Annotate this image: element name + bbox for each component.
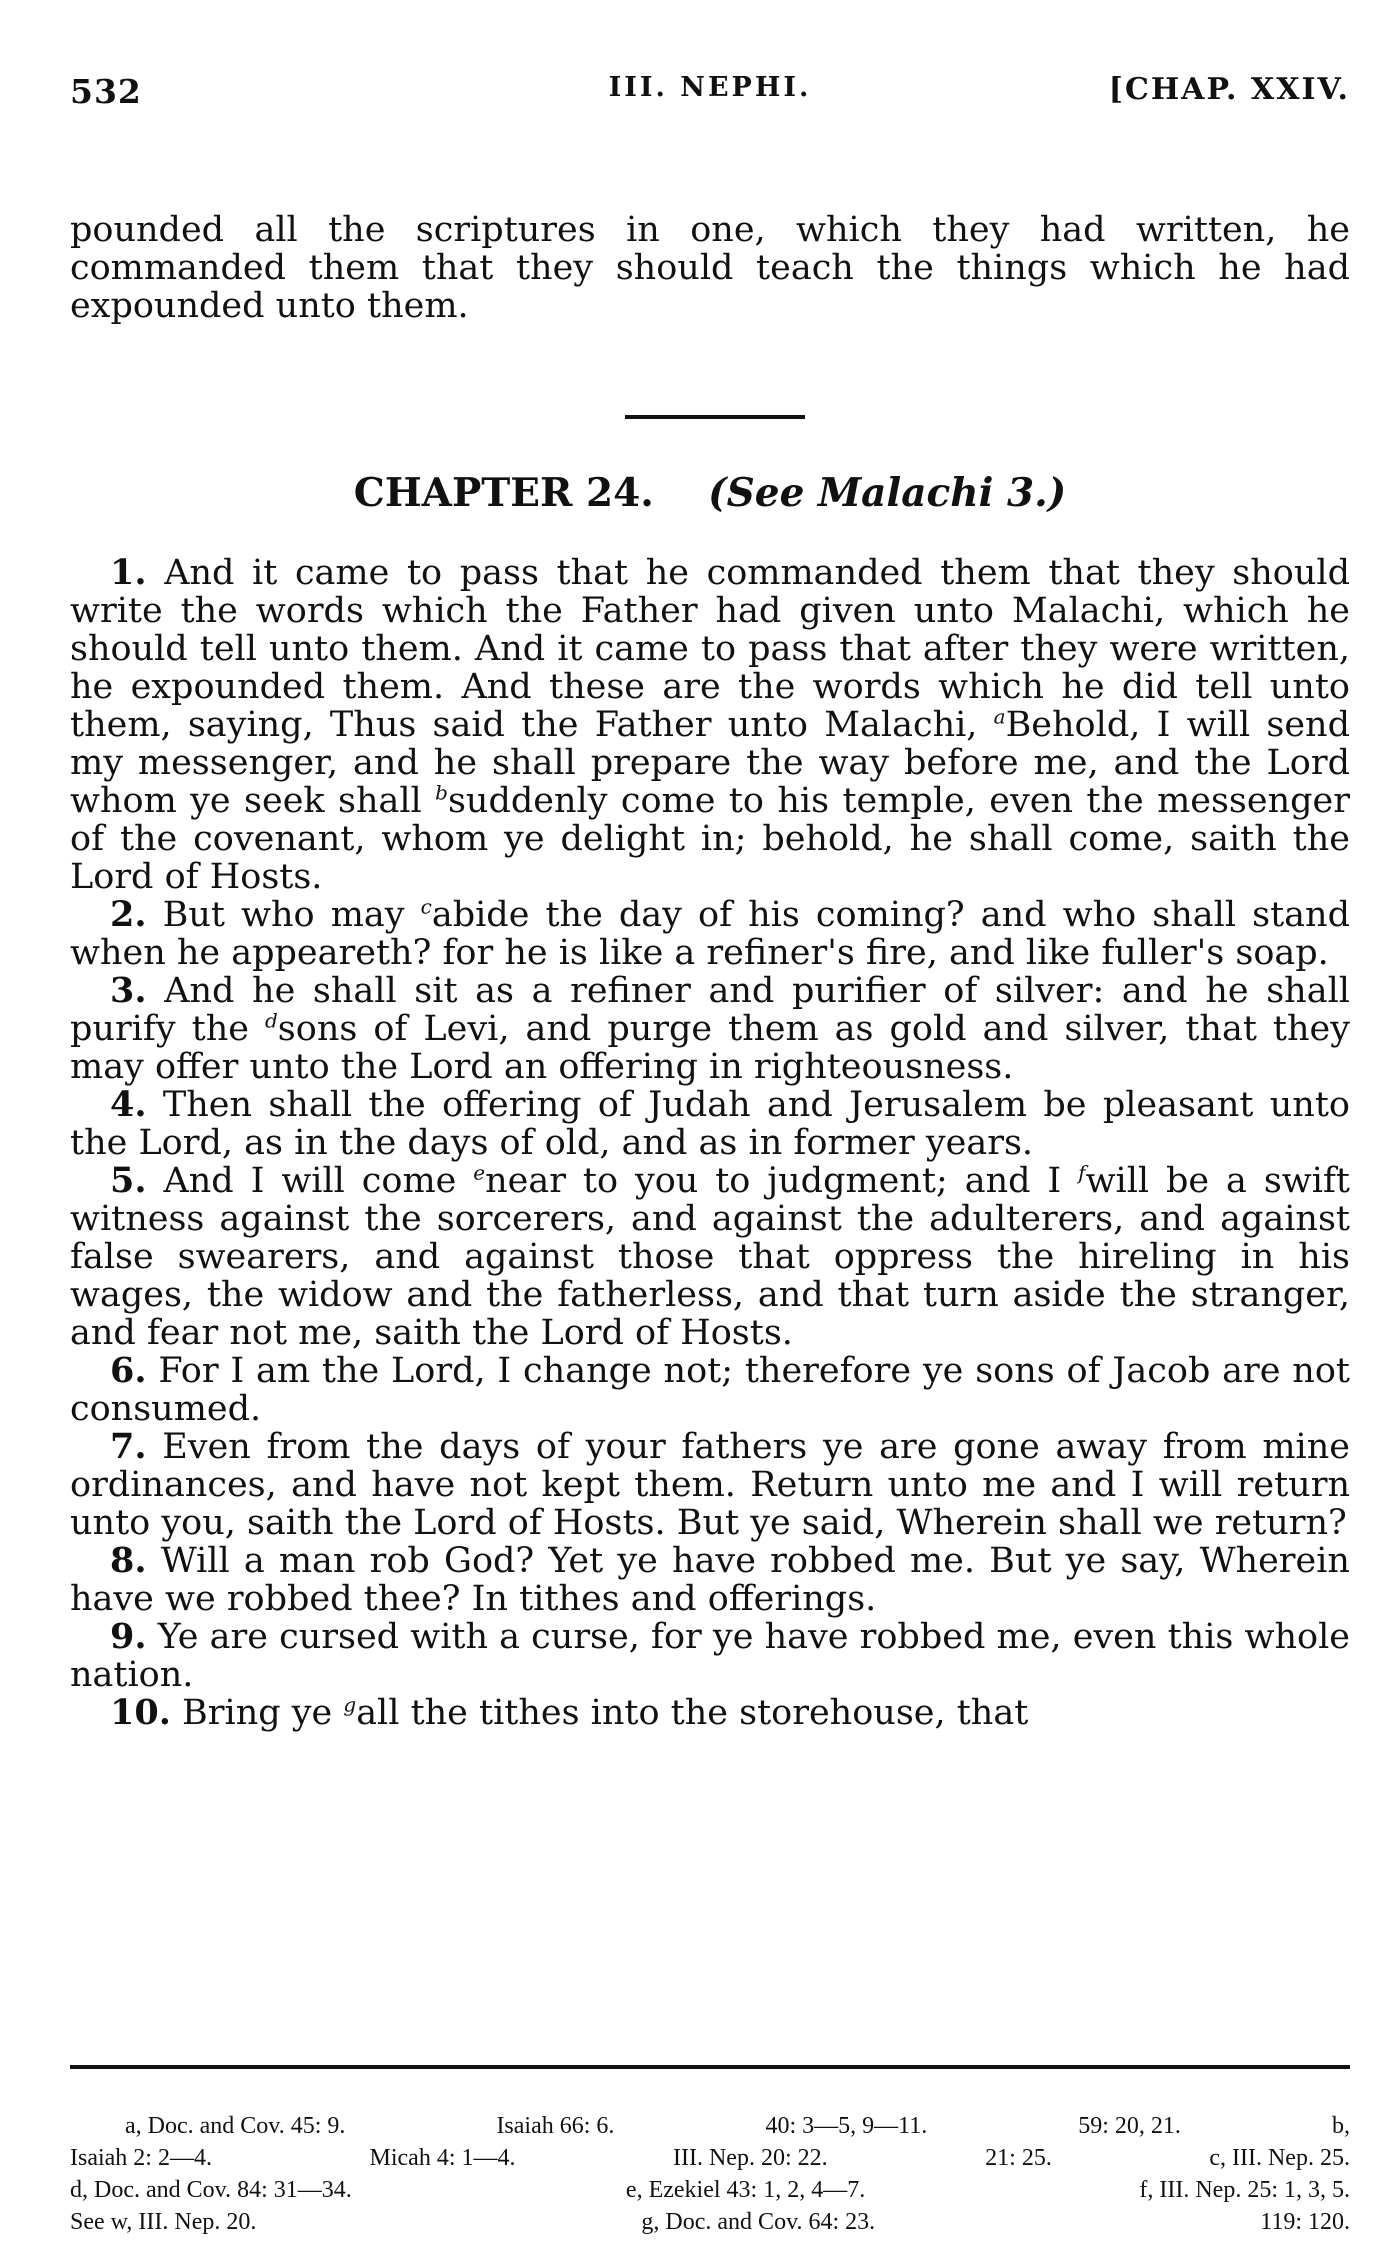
verse-text: And I will come — [163, 1161, 474, 1201]
footnote-marker: e — [473, 1160, 486, 1185]
verse — [70, 1428, 1350, 1542]
verse — [70, 1086, 1350, 1162]
verse — [70, 1352, 1350, 1428]
footnote-marker: d — [264, 1008, 278, 1033]
verse-text: Then shall the offering of Judah and Jerusalem be pleasant unto the Lord, as in the days of old, and as in former years. — [70, 1085, 1350, 1163]
verse-text: But who may — [162, 895, 421, 935]
footnote-reference: III. Nep. 20: 22. — [673, 2145, 828, 2171]
verse-text: Ye are cursed with a curse, for ye have robbed me, even this whole nation. — [70, 1617, 1350, 1695]
footnote-marker: b — [435, 780, 448, 805]
footnote-reference: d, Doc. and Cov. 84: 31—34. — [70, 2177, 352, 2203]
footnote-reference: e, Ezekiel 43: 1, 2, 4—7. — [625, 2177, 866, 2203]
chapter-heading — [70, 470, 1350, 516]
verse-text: Behold, I will send my messenger, and he shall prepare the way before me, and the Lord whom ye seek shall — [70, 705, 1350, 821]
footnote-reference: 21: 25. — [985, 2145, 1052, 2171]
verse-number: 8. — [110, 1540, 147, 1581]
section-divider — [625, 415, 805, 419]
footnote-marker: f — [1078, 1160, 1086, 1185]
verse — [70, 1162, 1350, 1352]
verse-text: For I am the Lord, I change not; therefore ye sons of Jacob are not consumed. — [70, 1351, 1350, 1429]
footnote-reference: 40: 3—5, 9—11. — [765, 2113, 928, 2139]
verse-text: near to you to judgment; and I — [485, 1161, 1079, 1201]
footnote-marker: g — [343, 1692, 357, 1717]
verse-text: abide the day of his coming? and who shall stand when he appeareth? for he is like a refiner's fire, and like fuller's soap. — [70, 895, 1350, 973]
verse — [70, 1694, 1350, 1732]
footnote-marker: a — [993, 704, 1006, 729]
verse-number: 6. — [110, 1350, 147, 1391]
verse-number: 5. — [110, 1160, 147, 1201]
footnote-line — [70, 2206, 1350, 2238]
verse-number: 7. — [110, 1426, 147, 1467]
verse-text: Will a man rob God? Yet ye have robbed me. But ye say, Wherein have we robbed thee? In tithes and offerings. — [70, 1541, 1350, 1619]
footnote-line — [70, 2110, 1350, 2142]
footnote-reference: f, III. Nep. 25: 1, 3, 5. — [1139, 2177, 1350, 2203]
footnotes — [70, 2110, 1350, 2238]
footnote-reference: b, — [1331, 2113, 1350, 2139]
verse — [70, 972, 1350, 1086]
verse — [70, 896, 1350, 972]
chapter-label: [CHAP. XXIV. — [1108, 72, 1350, 107]
footnote-reference: Isaiah 66: 6. — [496, 2113, 615, 2139]
verse-number: 4. — [110, 1084, 147, 1125]
verse-text: suddenly come to his temple, even the messenger of the covenant, whom ye delight in; behold, he shall come, saith the Lord of Hosts. — [70, 781, 1350, 897]
scripture-page — [70, 60, 1350, 2235]
carryover-text: pounded all the scriptures in one, which they had written, he commanded them that they should teach the things which he had expounded unto them. — [70, 210, 1350, 326]
verse-list — [70, 554, 1350, 1732]
footnote-line — [70, 2142, 1350, 2174]
footnote-reference: g, Doc. and Cov. 64: 23. — [641, 2209, 876, 2235]
footnote-marker: c — [420, 894, 432, 919]
verse-number: 1. — [110, 552, 147, 593]
footnote-reference: See w, III. Nep. 20. — [70, 2209, 257, 2235]
footnote-reference: Isaiah 2: 2—4. — [70, 2145, 212, 2171]
verse-number: 2. — [110, 894, 147, 935]
chapter-reference: (See Malachi 3.) — [708, 470, 1067, 516]
book-title: III. NEPHI. — [608, 72, 812, 103]
verse — [70, 554, 1350, 896]
verse-text: will be a swift witness against the sorcerers, and against the adulterers, and against false swearers, and against those that oppress the hireling in his wages, the widow and the fatherless, and that turn aside the stranger, and fear not me, saith the Lord of Hosts. — [70, 1161, 1350, 1353]
footnote-reference: 59: 20, 21. — [1078, 2113, 1181, 2139]
chapter-title: CHAPTER 24. — [353, 470, 654, 516]
verse-text: And he shall sit as a refiner and purifier of silver: and he shall purify the — [70, 971, 1350, 1049]
footnote-reference: Micah 4: 1—4. — [369, 2145, 516, 2171]
verse — [70, 1542, 1350, 1618]
verse-text: And it came to pass that he commanded them that they should write the words which the Father had given unto Malachi, which he should tell unto them. And it came to pass that after they were written, he expounded them. And these are the words which he did tell unto them, saying, Thus said the Father unto Malachi, — [70, 553, 1350, 745]
footnote-reference: 119: 120. — [1260, 2209, 1350, 2235]
footnote-reference: a, Doc. and Cov. 45: 9. — [125, 2113, 346, 2139]
verse-text: Even from the days of your fathers ye are gone away from mine ordinances, and have not kept them. Return unto me and I will return unto you, saith the Lord of Hosts. But ye said, Wherein shall we return? — [70, 1427, 1350, 1543]
verse-text: Bring ye — [182, 1693, 344, 1733]
verse-number: 9. — [110, 1616, 147, 1657]
footnote-divider — [70, 2065, 1350, 2069]
verse — [70, 1618, 1350, 1694]
verse-text: all the tithes into the storehouse, that — [356, 1693, 1029, 1733]
footnote-line — [70, 2174, 1350, 2206]
verse-text: sons of Levi, and purge them as gold and silver, that they may offer unto the Lord an offering in righteousness. — [70, 1009, 1350, 1087]
verse-number: 10. — [110, 1692, 171, 1733]
verse-number: 3. — [110, 970, 147, 1011]
footnote-reference: c, III. Nep. 25. — [1209, 2145, 1350, 2171]
running-header — [70, 72, 1350, 122]
page-number: 532 — [70, 72, 142, 111]
